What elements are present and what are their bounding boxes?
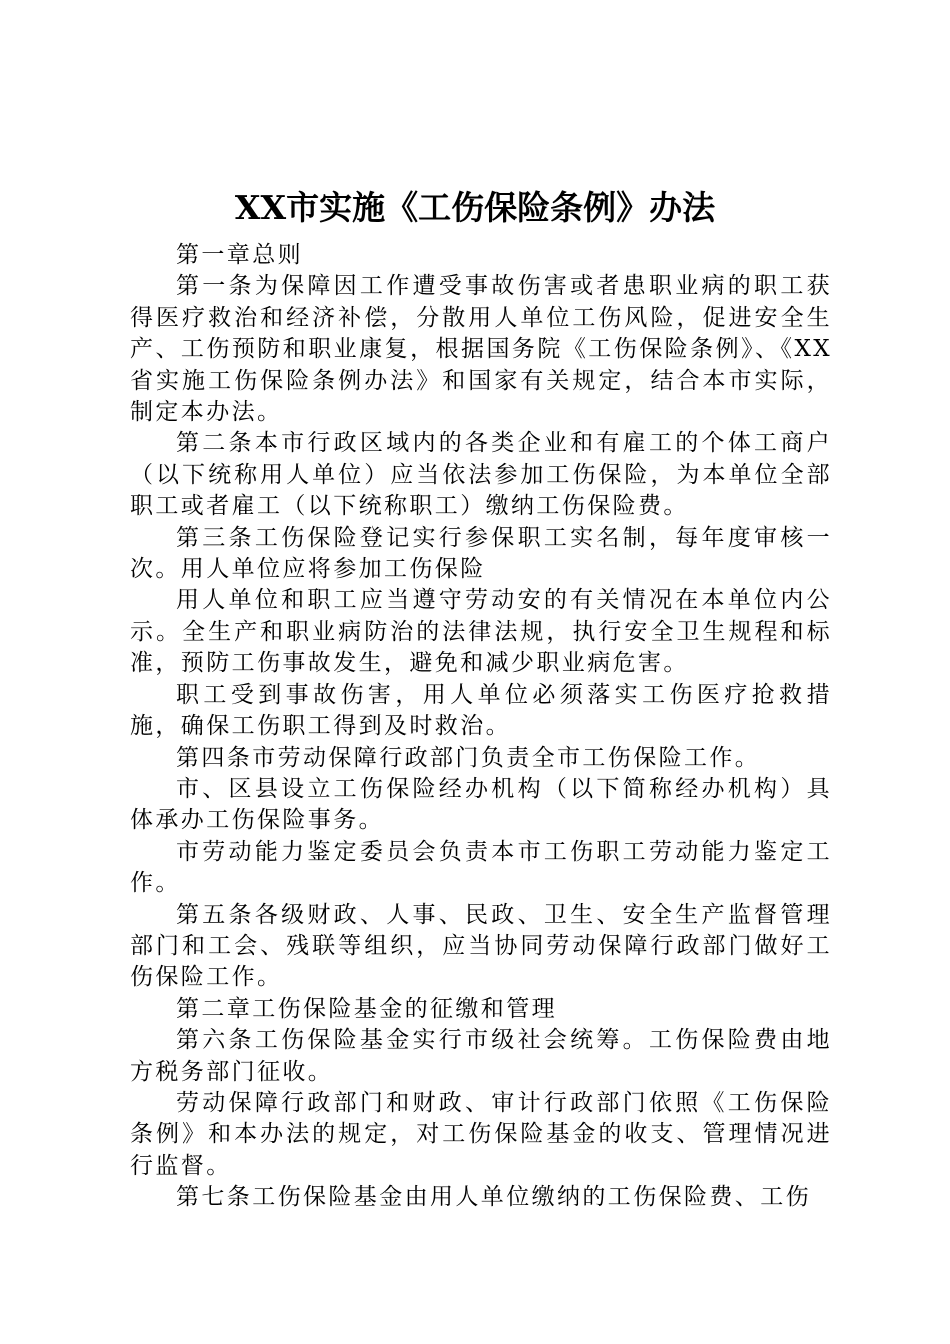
article-paragraph: 市劳动能力鉴定委员会负责本市工伤职工劳动能力鉴定工作。 — [130, 838, 832, 897]
chapter-heading: 第二章工伤保险基金的征缴和管理 — [176, 995, 557, 1022]
article-paragraph: 第二条本市行政区域内的各类企业和有雇工的个体工商户（以下统称用人单位）应当依法参加工伤保险，为本单位全部职工或者雇工（以下统称职工）缴纳工伤保险费。 — [130, 430, 832, 520]
chapter-heading: 第一章总则 — [176, 242, 303, 268]
article-paragraph: 市、区县设立工伤保险经办机构（以下简称经办机构）具体承办工伤保险事务。 — [130, 775, 832, 834]
article-paragraph: 第一条为保障因工作遭受事故伤害或者患职业病的职工获得医疗救治和经济补偿，分散用人单位工伤风险，促进安全生产、工伤预防和职业康复，根据国务院《工伤保险条例》、《XX省实施工伤保险条例办法》和国家有关规定，结合本市实际，制定本办法。 — [130, 273, 832, 426]
article-paragraph: 第七条工伤保险基金由用人单位缴纳的工伤保险费、工伤 — [176, 1184, 811, 1211]
article-paragraph: 第六条工伤保险基金实行市级社会统筹。工伤保险费由地方税务部门征收。 — [130, 1027, 832, 1085]
article-paragraph: 劳动保障行政部门和财政、审计行政部门依照《工伤保险条例》和本办法的规定，对工伤保险基金的收支、管理情况进行监督。 — [130, 1089, 832, 1179]
article-paragraph: 第五条各级财政、人事、民政、卫生、安全生产监督管理部门和工会、残联等组织，应当协同劳动保障行政部门做好工伤保险工作。 — [130, 901, 832, 991]
article-paragraph: 用人单位和职工应当遵守劳动安的有关情况在本单位内公示。全生产和职业病防治的法律法规，执行安全卫生规程和标准，预防工伤事故发生，避免和减少职业病危害。 — [130, 587, 832, 677]
document-title: XX市实施《工伤保险条例》办法 — [234, 188, 716, 227]
document-body — [130, 240, 832, 1214]
article-paragraph: 第三条工伤保险登记实行参保职工实名制，每年度审核一次。用人单位应将参加工伤保险 — [130, 524, 832, 583]
article-paragraph: 职工受到事故伤害，用人单位必须落实工伤医疗抢救措施，确保工伤职工得到及时救治。 — [130, 681, 832, 740]
article-paragraph: 第四条市劳动保障行政部门负责全市工伤保险工作。 — [176, 744, 761, 771]
